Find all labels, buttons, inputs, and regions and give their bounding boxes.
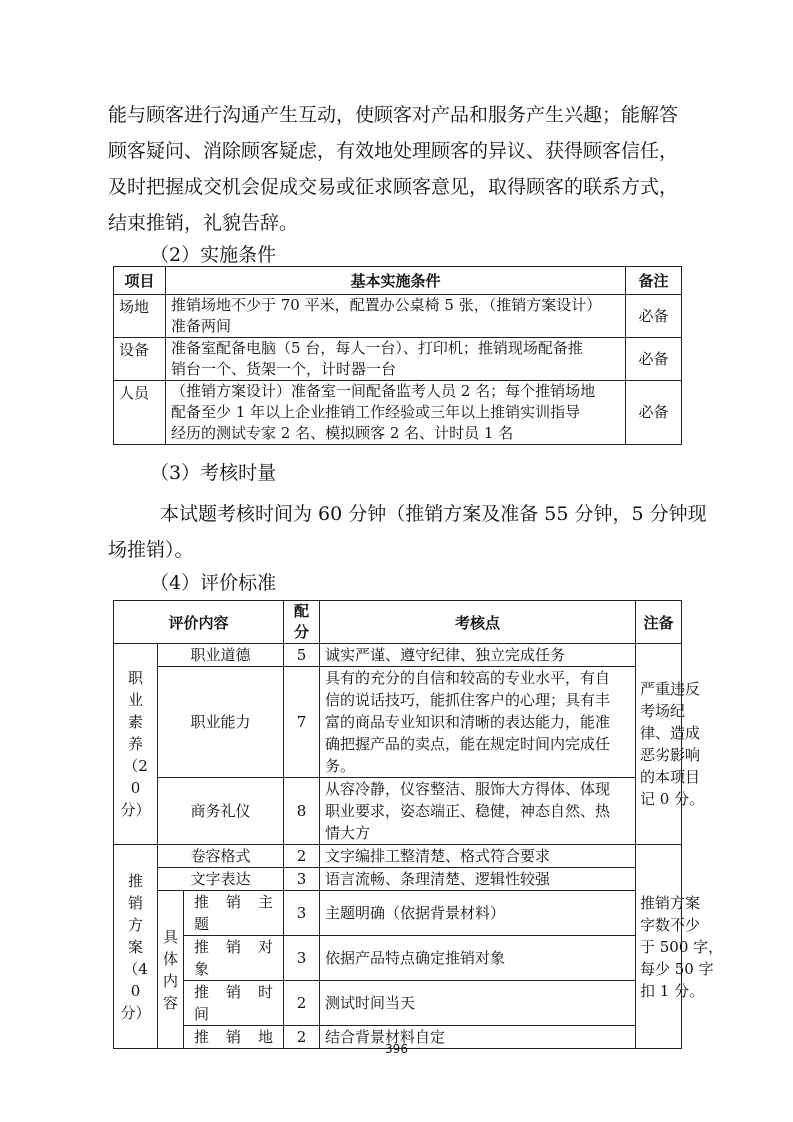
note-line: 于 500 字， — [640, 937, 724, 956]
group-char: 案 — [127, 937, 143, 956]
condition-text — [166, 338, 626, 381]
intro-line: 结束推销，礼貌告辞。 — [108, 212, 299, 234]
intro-line: 顾客疑问、消除顾客疑虑，有效地处理顾客的异议、获得顾客信任， — [108, 140, 679, 162]
criterion-line: 职业要求，姿态端正、稳健，神态自然、热 — [325, 802, 611, 820]
detail-name-line: 题 — [194, 915, 210, 933]
condition-line: 推销场地不少于 70 平米，配置办公桌椅 5 张，（推销方案设计） — [171, 296, 602, 314]
detail-name-line: 推 销 对 — [194, 938, 273, 956]
group-char: （4 — [123, 959, 148, 978]
criterion-name: 文字表达 — [158, 868, 284, 891]
criterion-line: 确把握产品的卖点，能在规定时间内完成任 — [325, 735, 611, 753]
condition-note: 必备 — [626, 381, 682, 445]
group-char: 0 — [130, 779, 141, 797]
note-line: 每少 50 字 — [640, 959, 714, 978]
criterion-score: 2 — [284, 1026, 320, 1049]
detail-char: 体 — [162, 949, 178, 968]
note-line: 的本项目 — [640, 768, 701, 786]
condition-text — [166, 381, 626, 445]
criterion-line: 信的说话技巧，能抓住客户的心理；具有丰 — [325, 691, 611, 709]
column-header: 基本实施条件 — [166, 267, 626, 295]
column-header-note: 注备 — [636, 601, 682, 644]
note-line: 字数不少 — [640, 915, 701, 934]
criterion-points — [320, 891, 636, 936]
table-row — [114, 778, 682, 845]
condition-line: （推销方案设计）准备室一间配备监考人员 2 名；每个推销场地 — [171, 382, 596, 400]
condition-item: 人员 — [114, 381, 166, 445]
criterion-name: 商务礼仪 — [158, 778, 284, 845]
evaluation-table — [113, 600, 724, 1049]
criterion-score: 2 — [284, 981, 320, 1026]
page-number: 396 — [385, 1042, 408, 1056]
criterion-line: 富的商品专业知识和清晰的表达能力，能准 — [325, 713, 611, 731]
detail-name-line: 推 销 时 — [194, 983, 273, 1001]
column-header: 项目 — [114, 267, 166, 295]
criterion-points — [320, 644, 636, 667]
group-char: 方 — [127, 915, 143, 934]
group-char: 销 — [127, 893, 143, 912]
group-note — [636, 845, 724, 1049]
detail-name-line: 推 销 主 — [194, 893, 273, 911]
criterion-line: 语言流畅、条理清楚、逻辑性较强 — [325, 870, 551, 888]
group-label-professional — [114, 644, 158, 845]
intro-line: 能与顾客进行沟通产生互动，使顾客对产品和服务产生兴趣；能解答 — [108, 104, 679, 126]
condition-line: 准备两间 — [171, 317, 232, 335]
condition-line: 配备至少 1 年以上企业推销工作经验或三年以上推销实训指导 — [171, 403, 581, 421]
detail-name-line: 间 — [194, 1005, 210, 1023]
group-char: 素 — [127, 713, 143, 731]
criterion-name: 职业道德 — [158, 644, 284, 667]
detail-label — [158, 891, 184, 1049]
section-heading-conditions: （2）实施条件 — [150, 244, 277, 266]
note-line: 记 0 分。 — [640, 790, 705, 808]
criterion-line: 测试时间当天 — [325, 994, 416, 1012]
note-line: 严重违反 — [640, 680, 701, 698]
detail-char: 具 — [162, 927, 178, 946]
condition-line: 准备室配备电脑（5 台，每人一台）、打印机；推销现场配备推 — [171, 339, 583, 357]
criterion-line: 从容冷静，仪容整洁、服饰大方得体、体现 — [325, 780, 611, 798]
column-header-score — [284, 601, 320, 644]
criterion-score: 2 — [284, 845, 320, 868]
note-line: 考场纪 — [640, 702, 686, 720]
condition-item: 设备 — [114, 338, 166, 381]
group-note — [636, 644, 705, 845]
group-label-plan — [114, 845, 158, 1049]
group-char: （2 — [123, 757, 148, 775]
condition-note: 必备 — [626, 295, 682, 338]
conditions-table — [113, 266, 682, 445]
section-heading-time: （3）考核时量 — [150, 462, 277, 484]
criterion-score: 3 — [284, 891, 320, 936]
table-header-row — [114, 267, 682, 295]
intro-line: 及时把握成交机会促成交易或征求顾客意见，取得顾客的联系方式， — [108, 176, 679, 198]
detail-name — [184, 936, 284, 981]
criterion-points — [320, 845, 636, 868]
detail-char: 容 — [162, 993, 178, 1012]
criterion-line: 依据产品特点确定推销对象 — [325, 949, 506, 967]
detail-char: 内 — [162, 971, 178, 990]
criterion-line: 文字编排工整清楚、格式符合要求 — [325, 847, 551, 865]
criterion-points — [320, 868, 636, 891]
group-char: 职 — [127, 669, 143, 687]
detail-name — [184, 981, 284, 1026]
table-row — [114, 845, 682, 868]
criterion-score: 3 — [284, 936, 320, 981]
note-line: 推销方案 — [640, 893, 701, 912]
detail-name-line: 象 — [194, 960, 210, 978]
criterion-score: 3 — [284, 868, 320, 891]
header-char: 分 — [293, 623, 309, 641]
group-char: 分） — [120, 801, 151, 819]
group-char: 分） — [120, 1003, 151, 1022]
criterion-line: 务。 — [325, 757, 356, 775]
group-char: 0 — [130, 981, 141, 1000]
table-row — [114, 381, 682, 445]
condition-line: 销台一个、货架一个，计时器一台 — [171, 360, 397, 378]
condition-line: 经历的测试专家 2 名、模拟顾客 2 名、计时员 1 名 — [171, 424, 514, 442]
time-line: 场推销）。 — [108, 539, 194, 561]
column-header: 备注 — [626, 267, 682, 295]
detail-name — [184, 891, 284, 936]
criterion-score: 5 — [284, 644, 320, 667]
criterion-points — [320, 667, 636, 778]
condition-text — [166, 295, 626, 338]
criterion-score: 7 — [284, 667, 320, 778]
group-char: 推 — [127, 871, 143, 890]
note-line: 律、造成 — [640, 724, 701, 742]
criterion-line: 诚实严谨、遵守纪律、独立完成任务 — [325, 646, 566, 664]
table-row — [114, 338, 682, 381]
criterion-name: 卷容格式 — [158, 845, 284, 868]
group-char: 业 — [127, 691, 143, 709]
group-char: 养 — [127, 735, 143, 753]
table-row — [114, 295, 682, 338]
column-header-points: 考核点 — [320, 601, 636, 644]
condition-note: 必备 — [626, 338, 682, 381]
note-line: 恶劣影响 — [640, 746, 701, 764]
time-paragraph — [108, 496, 707, 568]
criterion-line: 情大方 — [325, 824, 371, 842]
criterion-points — [320, 936, 636, 981]
criterion-line: 主题明确（依据背景材料） — [325, 904, 506, 922]
time-line: 本试题考核时间为 60 分钟（推销方案及准备 55 分钟，5 分钟现 — [160, 503, 707, 525]
intro-paragraph — [108, 97, 694, 241]
header-char: 配 — [293, 602, 309, 620]
criterion-points — [320, 778, 636, 845]
criterion-line: 具有的充分的自信和较高的专业水平，有自 — [325, 669, 611, 687]
criterion-score: 8 — [284, 778, 320, 845]
table-row — [114, 667, 682, 778]
criterion-line: 结合背景材料自定 — [325, 1028, 446, 1046]
column-header-content: 评价内容 — [114, 601, 284, 644]
table-row — [114, 981, 682, 1026]
table-header-row — [114, 601, 682, 644]
table-row — [114, 936, 682, 981]
note-line: 扣 1 分。 — [640, 981, 705, 1000]
section-heading-evaluation: （4）评价标准 — [150, 572, 277, 594]
criterion-name: 职业能力 — [158, 667, 284, 778]
table-row — [114, 644, 682, 667]
condition-item: 场地 — [114, 295, 166, 338]
detail-name-line: 推 销 地 — [194, 1028, 273, 1046]
table-row — [114, 891, 682, 936]
table-row — [114, 868, 682, 891]
criterion-points — [320, 981, 636, 1026]
